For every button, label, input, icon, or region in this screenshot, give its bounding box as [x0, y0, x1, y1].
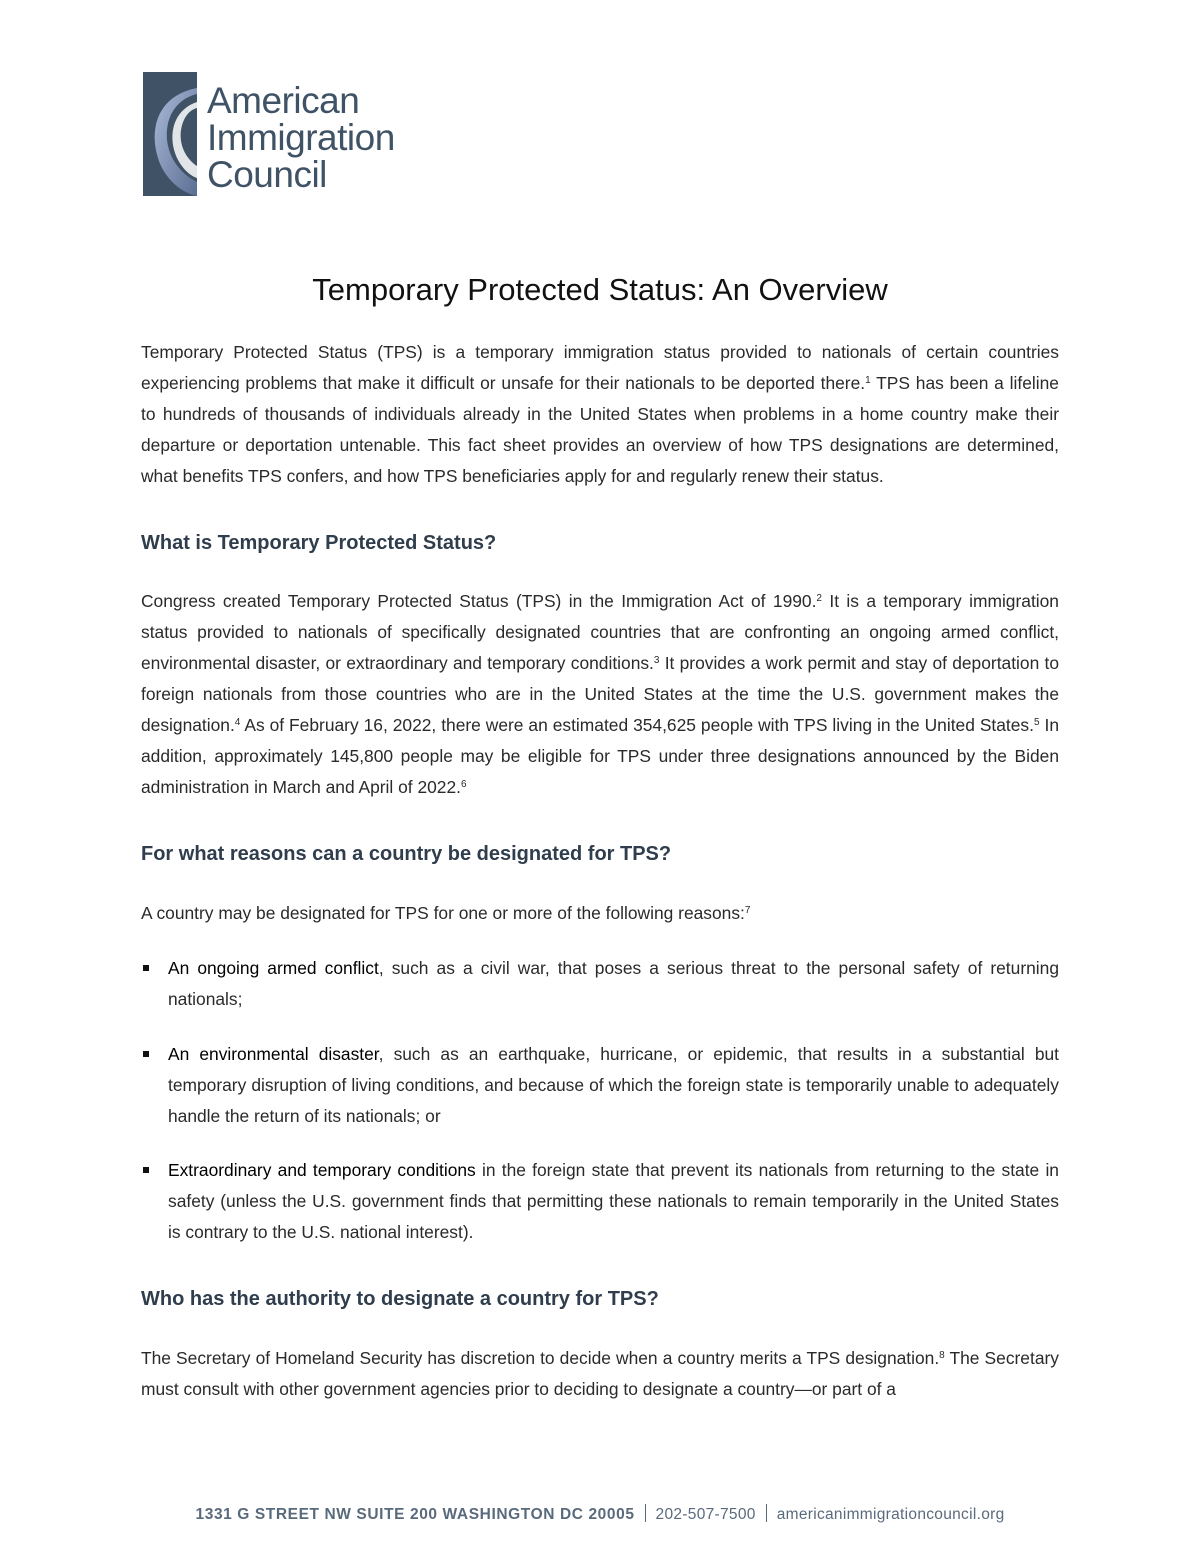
footer-phone: 202-507-7500	[655, 1506, 756, 1523]
list-item	[141, 953, 1059, 1015]
logo-line-3: Council	[207, 154, 327, 195]
page-footer	[0, 1504, 1200, 1524]
square-bullet-icon	[143, 1051, 149, 1057]
footnote-ref-8[interactable]: 8	[939, 1350, 945, 1361]
page-title: Temporary Protected Status: An Overview	[312, 272, 888, 307]
s1-text-4: As of February 16, 2022, there were an estimated 354,625 people with TPS living in the United States.	[240, 715, 1034, 735]
s3-text-2: The Secretary must consult with other government agencies prior to deciding to designate a country—or part of a	[141, 1348, 1059, 1399]
section-heading-what-is-tps: What is Temporary Protected Status?	[141, 532, 497, 554]
footnote-ref-3[interactable]: 3	[653, 655, 660, 666]
s2-lead-text: A country may be designated for TPS for one or more of the following reasons:	[141, 903, 745, 923]
s1-text-3: It provides a work permit and stay of deportation to foreign nationals from those countries who are in the United States at the time the U.S. government makes the designation.	[141, 653, 1059, 735]
bullet-text: in the foreign state that prevent its nationals from returning to the state in safety (unless the U.S. government finds that permitting these nationals to remain temporarily in the United States is contrary to the U.S. national interest).	[168, 1160, 1059, 1242]
bullet-text: , such as a civil war, that poses a serious threat to the personal safety of returning nationals;	[168, 958, 1059, 1009]
reasons-list-3	[141, 1155, 1059, 1248]
logo-mark-icon	[143, 72, 197, 196]
section3-paragraph	[141, 1343, 1059, 1405]
footer-website-link[interactable]: americanimmigrationcouncil.org	[776, 1506, 1005, 1523]
footnote-ref-5[interactable]: 5	[1033, 717, 1040, 728]
section1-paragraph	[141, 586, 1059, 803]
section-heading-reasons: For what reasons can a country be designated for TPS?	[141, 843, 672, 865]
intro-text-b: TPS has been a lifeline to hundreds of thousands of individuals already in the United States when problems in a home country make their departure or deportation untenable. This fact sheet provides an overview of how TPS designations are determined, what benefits TPS confers, and how TPS beneficiaries apply for and regularly renew their status.	[141, 373, 1059, 486]
reasons-list-2	[141, 1039, 1059, 1132]
intro-paragraph	[141, 337, 1059, 492]
section-heading-authority: Who has the authority to designate a country for TPS?	[141, 1288, 659, 1310]
list-item	[141, 1039, 1059, 1132]
reasons-list	[141, 953, 1059, 1015]
section2-lead	[141, 898, 1059, 929]
list-item	[141, 1155, 1059, 1248]
footnote-ref-4[interactable]: 4	[234, 717, 241, 728]
s1-text-2: It is a temporary immigration status provided to nationals of specifically designated countries that are confronting an ongoing armed conflict, environmental disaster, or extraordinary and temporary conditions.	[141, 591, 1059, 673]
bullet-text: , such as an earthquake, hurricane, or epidemic, that results in a substantial but temporary disruption of living conditions, and because of which the foreign state is temporarily unable to adequately handle the return of its nationals; or	[168, 1044, 1059, 1126]
s3-text-1: The Secretary of Homeland Security has discretion to decide when a country merits a TPS designation.	[141, 1348, 940, 1368]
bullet-term: An ongoing armed conflict	[168, 958, 379, 978]
organization-logo	[143, 72, 395, 196]
bullet-term: Extraordinary and temporary conditions	[168, 1160, 476, 1180]
footnote-ref-2[interactable]: 2	[816, 593, 822, 604]
footnote-ref-6[interactable]: 6	[460, 779, 467, 790]
square-bullet-icon	[143, 965, 149, 971]
logo-line-2: Immigration	[207, 117, 395, 158]
bullet-term: An environmental disaster	[168, 1044, 379, 1064]
footer-divider	[766, 1504, 767, 1522]
intro-text-a: Temporary Protected Status (TPS) is a temporary immigration status provided to nationals of certain countries experiencing problems that make it difficult or unsafe for their nationals to be deported there.	[141, 342, 1059, 393]
logo-wordmark	[207, 82, 395, 193]
s1-text-5: In addition, approximately 145,800 people may be eligible for TPS under three designations announced by the Biden administration in March and April of 2022.	[141, 715, 1059, 797]
footnote-ref-1[interactable]: 1	[865, 375, 871, 386]
footer-address: 1331 G STREET NW SUITE 200 WASHINGTON DC 20005	[195, 1506, 635, 1523]
square-bullet-icon	[143, 1167, 149, 1173]
s1-text-1: Congress created Temporary Protected Status (TPS) in the Immigration Act of 1990.	[141, 591, 817, 611]
footer-divider	[645, 1504, 646, 1522]
logo-line-1: American	[207, 80, 360, 121]
footnote-ref-7[interactable]: 7	[744, 905, 751, 916]
